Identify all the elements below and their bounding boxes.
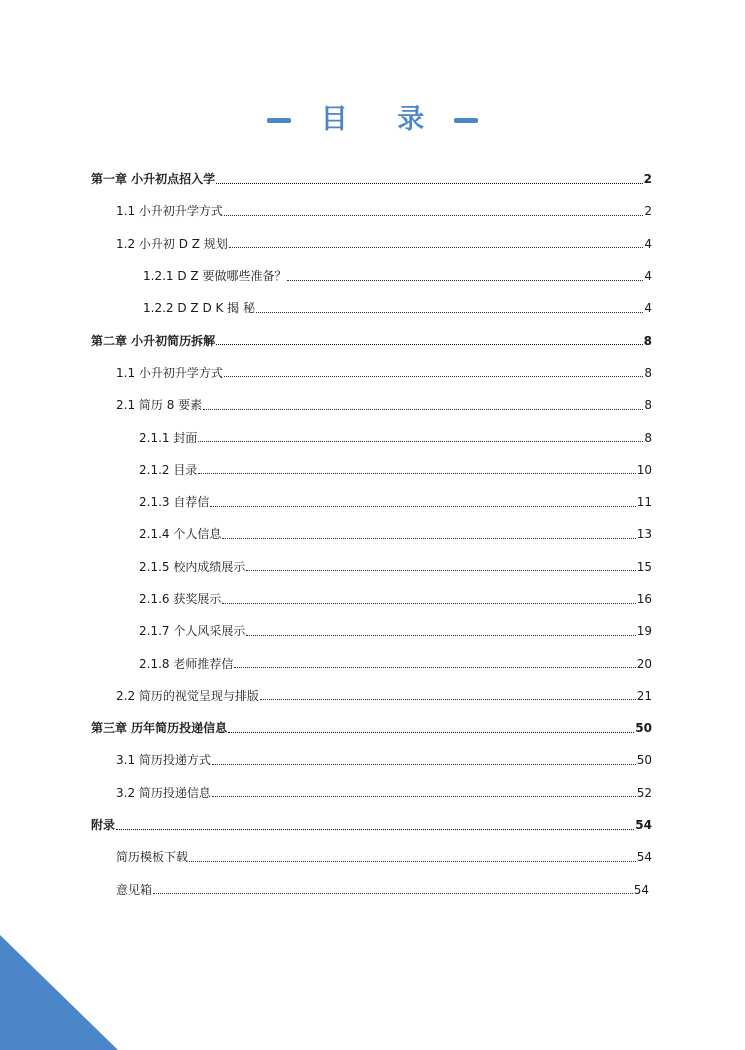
- toc-entry-label: 1.1 小升初升学方式: [116, 204, 223, 219]
- toc-entry-label: 意见箱: [116, 882, 153, 897]
- dot-leader: [260, 699, 636, 700]
- dot-leader: [216, 344, 642, 345]
- dot-leader: [212, 796, 636, 797]
- toc-entry[interactable]: [0, 615, 745, 647]
- dot-leader: [234, 667, 635, 668]
- dot-leader: [228, 732, 634, 733]
- toc-entry[interactable]: [0, 357, 745, 389]
- toc-entry-label: 2.1.7 个人风采展示: [139, 624, 246, 639]
- toc-entry-page: 8: [644, 365, 652, 380]
- toc-entry-label: 2.1.2 目录: [139, 462, 198, 477]
- toc-entry-label: 1.2.2 D Z D K 揭 秘: [143, 301, 255, 316]
- toc-entry-page: 50: [636, 753, 652, 768]
- toc-entry[interactable]: [0, 454, 745, 486]
- toc-entry[interactable]: [0, 551, 745, 583]
- toc-entry-label: 第二章 小升初简历拆解: [91, 333, 216, 348]
- toc-entry-page: 2: [644, 204, 652, 219]
- corner-triangle-decoration: [0, 935, 118, 1050]
- dot-leader: [203, 409, 643, 410]
- dot-leader: [287, 280, 643, 281]
- toc-entry[interactable]: [0, 292, 745, 324]
- toc-entry[interactable]: [0, 647, 745, 679]
- toc-entry-page: 8: [643, 333, 652, 348]
- toc-entry[interactable]: [0, 680, 745, 712]
- toc-entry-page: 8: [644, 430, 652, 445]
- dot-leader: [222, 603, 635, 604]
- toc-entry-label: 2.2 简历的视觉呈现与排版: [116, 688, 259, 703]
- page-title: [0, 98, 745, 142]
- toc-entry-label: 2.1.6 获奖展示: [139, 592, 222, 606]
- toc-entry-page: 4: [644, 301, 652, 316]
- dot-leader: [246, 635, 635, 636]
- toc-entry[interactable]: [0, 744, 745, 776]
- toc-entry[interactable]: [0, 777, 745, 809]
- toc-entry[interactable]: [0, 486, 745, 518]
- toc-entry[interactable]: [0, 583, 745, 615]
- toc-entry-page: 19: [636, 624, 652, 639]
- toc-entry-label: 1.1 小升初升学方式: [116, 365, 223, 380]
- dot-leader: [224, 376, 643, 377]
- toc-entry[interactable]: [0, 260, 745, 292]
- dot-leader: [229, 247, 644, 248]
- toc-entry-page: 13: [636, 527, 652, 542]
- toc-entry-page: 15: [636, 559, 652, 574]
- toc-entry[interactable]: [0, 518, 745, 550]
- toc-entry[interactable]: [0, 389, 745, 421]
- toc-entry-label: 3.1 简历投递方式: [116, 753, 211, 768]
- table-of-contents: [0, 163, 745, 906]
- toc-entry-page: 20: [636, 656, 652, 671]
- dot-leader: [212, 764, 636, 765]
- toc-entry[interactable]: [0, 163, 745, 195]
- dot-leader: [189, 861, 636, 862]
- dot-leader: [256, 312, 643, 313]
- toc-entry-page: 10: [636, 462, 652, 477]
- toc-entry-page: 11: [636, 495, 652, 510]
- toc-entry-label: 第三章 历年简历投递信息: [91, 721, 228, 736]
- toc-entry-page: 54: [635, 818, 652, 833]
- toc-entry-page: 8: [644, 398, 652, 413]
- toc-entry-page: 52: [636, 785, 652, 800]
- dot-leader: [116, 829, 634, 830]
- toc-entry-page: 54: [633, 882, 649, 897]
- toc-entry[interactable]: [0, 809, 745, 841]
- dot-leader: [153, 893, 633, 894]
- toc-entry-label: 2.1 简历 8 要素: [116, 398, 203, 413]
- dot-leader: [216, 183, 642, 184]
- toc-entry[interactable]: [0, 324, 745, 356]
- toc-entry-label: 2.1.4 个人信息: [139, 527, 222, 542]
- toc-entry[interactable]: [0, 228, 745, 260]
- dot-leader: [198, 473, 635, 474]
- dot-leader: [246, 570, 635, 571]
- toc-entry-label: 1.2 小升初 D Z 规划: [116, 236, 228, 251]
- toc-entry[interactable]: [0, 712, 745, 744]
- title-right-bar: [454, 118, 478, 123]
- toc-entry-label: 3.2 简历投递信息: [116, 785, 211, 800]
- toc-entry-label: 附录: [91, 818, 116, 833]
- toc-entry-page: 21: [636, 688, 652, 703]
- dot-leader: [222, 538, 635, 539]
- toc-entry-label: 2.1.3 自荐信: [139, 495, 210, 510]
- toc-entry[interactable]: [0, 195, 745, 227]
- toc-entry[interactable]: [0, 421, 745, 453]
- toc-entry[interactable]: [0, 874, 745, 906]
- toc-entry-label: 简历模板下载: [116, 850, 189, 865]
- toc-entry-label: 2.1.8 老师推荐信: [139, 656, 234, 671]
- dot-leader: [210, 506, 635, 507]
- toc-entry-page: 16: [636, 592, 652, 606]
- toc-entry[interactable]: [0, 841, 745, 873]
- toc-entry-page: 2: [643, 172, 652, 187]
- title-left-bar: [267, 118, 291, 123]
- dot-leader: [198, 441, 643, 442]
- toc-entry-page: 50: [635, 721, 652, 736]
- toc-entry-label: 2.1.1 封面: [139, 430, 198, 445]
- toc-entry-page: 4: [644, 236, 652, 251]
- toc-entry-label: 2.1.5 校内成绩展示: [139, 559, 246, 574]
- title-text: 目 录: [320, 104, 445, 135]
- toc-entry-label: 第一章 小升初点招入学: [91, 172, 216, 187]
- toc-entry-page: 4: [644, 269, 652, 284]
- dot-leader: [224, 215, 643, 216]
- toc-entry-label: 1.2.1 D Z 要做哪些准备？: [143, 269, 287, 284]
- toc-entry-page: 54: [636, 850, 652, 865]
